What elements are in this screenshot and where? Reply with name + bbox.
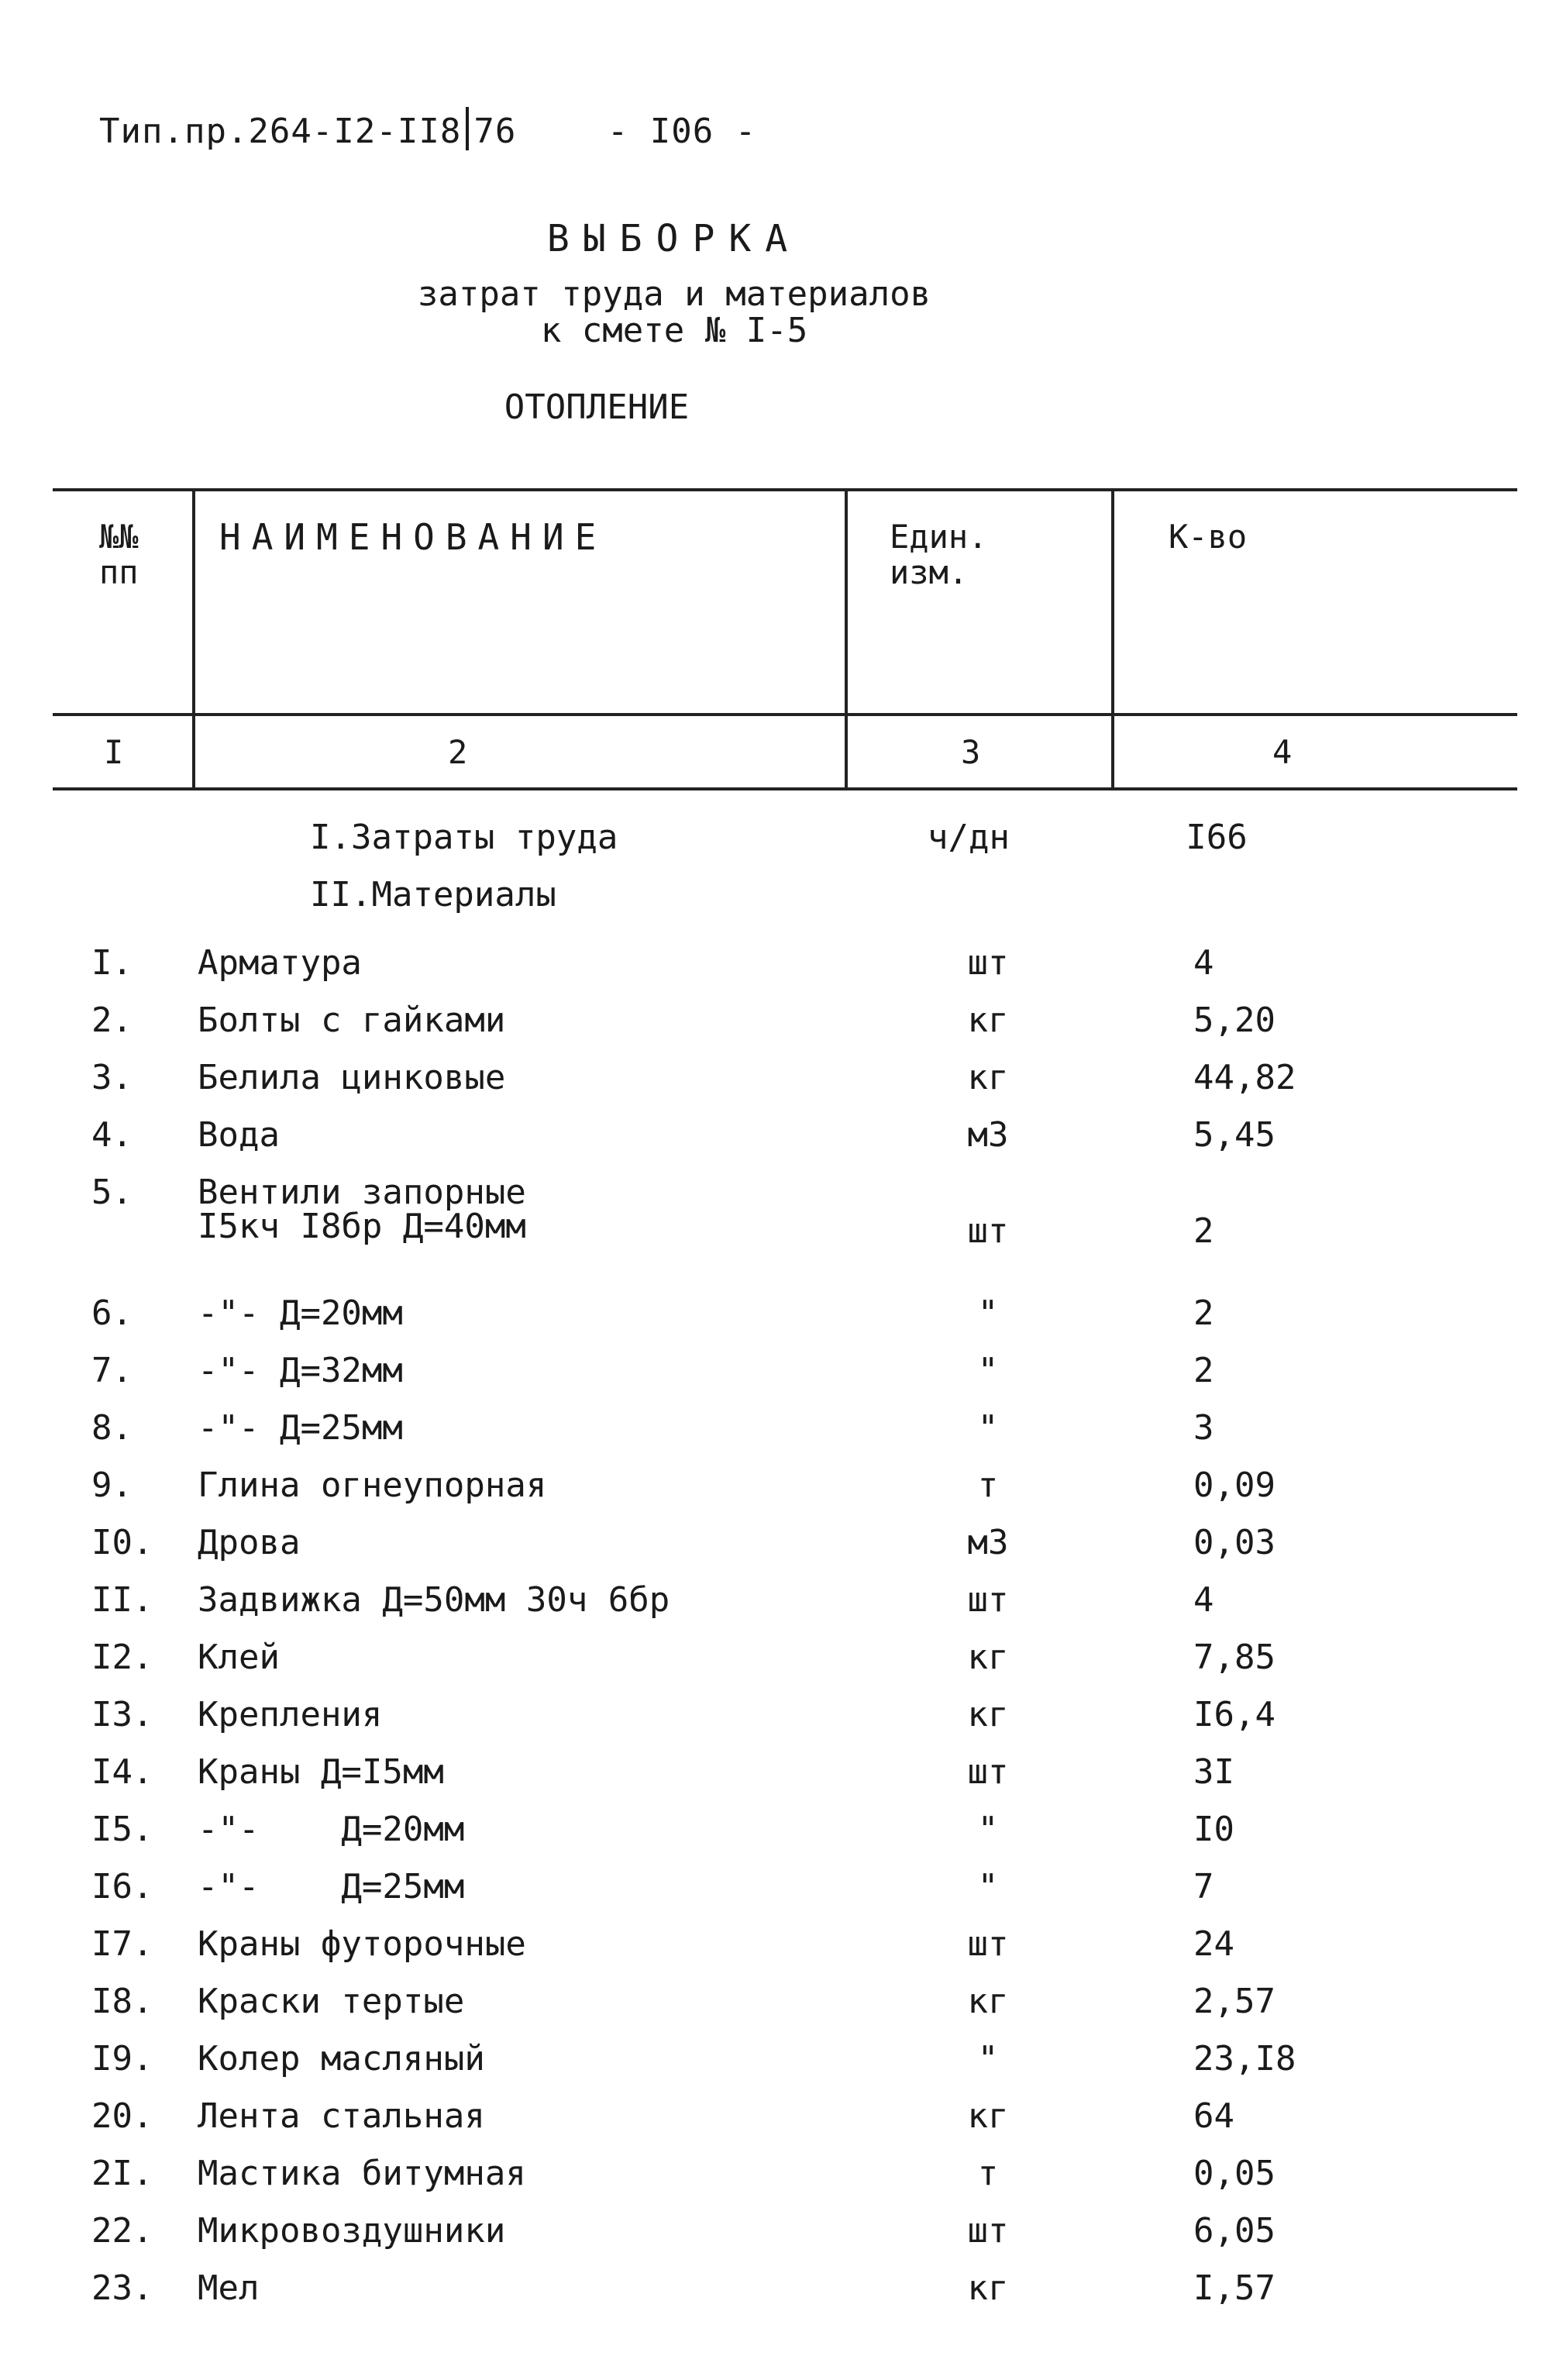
- row-number: 7.: [91, 1351, 133, 1390]
- header-num-3: 3: [961, 733, 981, 771]
- row-number: 9.: [91, 1466, 133, 1505]
- row-name: Крепления: [198, 1695, 383, 1734]
- document-subtitle-line1: затрат труда и материалов: [417, 274, 931, 314]
- header-col-qty: К-во: [1169, 518, 1248, 556]
- row-number: I4.: [91, 1752, 153, 1792]
- row-number: II.: [91, 1580, 153, 1620]
- row-unit: ": [977, 1351, 999, 1390]
- table-row: [0, 2040, 1556, 2094]
- row-unit: ": [977, 1810, 999, 1849]
- row-name: Краски тертые: [198, 1982, 465, 2021]
- row-name: -"- Д=20мм: [198, 1293, 403, 1333]
- row-number: I.: [91, 943, 133, 983]
- row-qty: 7,85: [1193, 1638, 1275, 1677]
- row-number: 20.: [91, 2096, 153, 2136]
- table-row: [0, 1409, 1556, 1463]
- row-name: Задвижка Д=50мм 30ч 6бр: [198, 1580, 670, 1620]
- table-col-divider-2: [845, 488, 848, 790]
- header-num-2: 2: [448, 733, 468, 771]
- table-numbers-rule: [53, 787, 1517, 790]
- row-number: 5.: [91, 1173, 133, 1212]
- row-qty: 4: [1193, 1580, 1214, 1620]
- row-number: 8.: [91, 1408, 133, 1448]
- row-name: -"- Д=25мм: [198, 1408, 403, 1448]
- row-number: 2.: [91, 1001, 133, 1040]
- table-row: [0, 1116, 1556, 1170]
- row-unit: шт: [967, 1924, 1009, 1964]
- table-header: [53, 488, 1517, 790]
- row-qty: 2: [1193, 1211, 1214, 1251]
- row-unit: т: [977, 1466, 999, 1505]
- row-qty: 4: [1193, 943, 1214, 983]
- row-qty: 44,82: [1193, 1058, 1296, 1097]
- row-number: I3.: [91, 1695, 153, 1734]
- table-row: [0, 1173, 1556, 1251]
- document-title: ВЫБОРКА: [546, 217, 802, 260]
- row-unit: шт: [967, 1211, 1009, 1251]
- labor-label: I.Затраты труда: [310, 818, 618, 857]
- row-number: 23.: [91, 2268, 153, 2308]
- row-unit: шт: [967, 2211, 1009, 2251]
- row-qty: 0,03: [1193, 1523, 1275, 1562]
- table-row: [0, 1696, 1556, 1750]
- table-row: [0, 1059, 1556, 1113]
- table-row: [0, 2154, 1556, 2209]
- row-unit: шт: [967, 1580, 1009, 1620]
- row-qty: 2: [1193, 1293, 1214, 1333]
- header-num-4: 4: [1272, 733, 1293, 771]
- labor-qty: I66: [1186, 818, 1248, 857]
- table-row: [0, 1753, 1556, 1807]
- table-row: [0, 2097, 1556, 2151]
- row-unit: кг: [967, 1695, 1009, 1734]
- table-row: [0, 1868, 1556, 1922]
- table-top-rule: [53, 488, 1517, 491]
- table-row: [0, 1001, 1556, 1056]
- section-title: ОТОПЛЕНИЕ: [504, 387, 690, 427]
- row-name: -"- Д=20мм: [198, 1810, 465, 1849]
- row-qty: 24: [1193, 1924, 1234, 1964]
- page-number: - I06 -: [607, 112, 757, 151]
- row-name: Краны Д=I5мм: [198, 1752, 444, 1792]
- row-name: Клей: [198, 1638, 280, 1677]
- row-unit: шт: [967, 943, 1009, 983]
- row-qty: 23,I8: [1193, 2039, 1296, 2079]
- table-row: [0, 1982, 1556, 2037]
- row-unit: кг: [967, 2268, 1009, 2308]
- row-unit: кг: [967, 1001, 1009, 1040]
- row-number: I2.: [91, 1638, 153, 1677]
- row-qty: 3I: [1193, 1752, 1234, 1792]
- header-col-number: №№ пп: [99, 518, 139, 591]
- row-name-continuation: I5кч I8бр Д=40мм: [198, 1207, 526, 1246]
- table-header-rule: [53, 713, 1517, 716]
- row-name: Глина огнеупорная: [198, 1466, 547, 1505]
- row-name: Мел: [198, 2268, 260, 2308]
- row-qty: 6,05: [1193, 2211, 1275, 2251]
- labor-row: [0, 818, 1556, 873]
- row-name: Мастика битумная: [198, 2154, 526, 2193]
- row-qty: 2,57: [1193, 1982, 1275, 2021]
- row-number: I5.: [91, 1810, 153, 1849]
- row-name: Колер масляный: [198, 2039, 485, 2079]
- row-unit: т: [977, 2154, 999, 2193]
- row-unit: ": [977, 1867, 999, 1906]
- row-qty: 5,20: [1193, 1001, 1275, 1040]
- labor-unit: ч/дн: [928, 818, 1010, 857]
- row-number: 3.: [91, 1058, 133, 1097]
- row-unit: кг: [967, 1638, 1009, 1677]
- table-row: [0, 1810, 1556, 1865]
- row-name: Вентили запорные: [198, 1173, 526, 1212]
- row-number: 6.: [91, 1293, 133, 1333]
- table-row: [0, 1581, 1556, 1635]
- header-col-unit: Един. изм.: [890, 518, 988, 591]
- row-name: Вода: [198, 1115, 280, 1155]
- row-number: I6.: [91, 1867, 153, 1906]
- row-number: I0.: [91, 1523, 153, 1562]
- table-row: [0, 944, 1556, 998]
- row-unit: м3: [967, 1115, 1009, 1155]
- row-qty: 5,45: [1193, 1115, 1275, 1155]
- code-separator: [466, 107, 469, 150]
- row-unit: ": [977, 1293, 999, 1333]
- row-unit: м3: [967, 1523, 1009, 1562]
- title-block: [294, 217, 1054, 350]
- header-num-1: I: [104, 733, 124, 771]
- row-number: I8.: [91, 1982, 153, 2021]
- row-qty: 0,09: [1193, 1466, 1275, 1505]
- table-col-divider-3: [1111, 488, 1114, 790]
- table-col-divider-1: [192, 488, 195, 790]
- table-row: [0, 1638, 1556, 1693]
- row-number: I9.: [91, 2039, 153, 2079]
- row-qty: I,57: [1193, 2268, 1275, 2308]
- materials-label: II.Материалы: [310, 875, 556, 914]
- table-row: [0, 1925, 1556, 1979]
- table-row: [0, 1352, 1556, 1406]
- row-unit: кг: [967, 1982, 1009, 2021]
- row-unit: ": [977, 1408, 999, 1448]
- row-name: Лента стальная: [198, 2096, 485, 2136]
- row-qty: 2: [1193, 1351, 1214, 1390]
- row-unit: шт: [967, 1752, 1009, 1792]
- row-unit: кг: [967, 1058, 1009, 1097]
- row-number: 4.: [91, 1115, 133, 1155]
- row-qty: 7: [1193, 1867, 1214, 1906]
- document-code-suffix: 76: [473, 112, 517, 151]
- row-name: Дрова: [198, 1523, 301, 1562]
- row-name: Болты с гайками: [198, 1001, 506, 1040]
- row-number: 22.: [91, 2211, 153, 2251]
- document-subtitle-line2: к смете № I-5: [540, 311, 808, 350]
- row-name: -"- Д=25мм: [198, 1867, 465, 1906]
- materials-heading: [0, 876, 1556, 930]
- row-qty: 3: [1193, 1408, 1214, 1448]
- row-name: Микровоздушники: [198, 2211, 506, 2251]
- document-code: Тип.пр.264-I2-II8: [99, 112, 462, 151]
- table-row: [0, 2212, 1556, 2266]
- table-row: [0, 1466, 1556, 1521]
- row-qty: 64: [1193, 2096, 1234, 2136]
- row-qty: 0,05: [1193, 2154, 1275, 2193]
- row-name: Арматура: [198, 943, 362, 983]
- header-col-name: НАИМЕНОВАНИЕ: [219, 516, 608, 558]
- row-unit: ": [977, 2039, 999, 2079]
- row-number: 2I.: [91, 2154, 153, 2193]
- table-row: [0, 1294, 1556, 1348]
- table-row: [0, 1524, 1556, 1578]
- row-qty: I6,4: [1193, 1695, 1275, 1734]
- row-name: -"- Д=32мм: [198, 1351, 403, 1390]
- table-row: [0, 2269, 1556, 2323]
- row-number: I7.: [91, 1924, 153, 1964]
- row-name: Белила цинковые: [198, 1058, 506, 1097]
- document-header: [99, 107, 756, 151]
- row-qty: I0: [1193, 1810, 1234, 1849]
- row-name: Краны футорочные: [198, 1924, 526, 1964]
- row-unit: кг: [967, 2096, 1009, 2136]
